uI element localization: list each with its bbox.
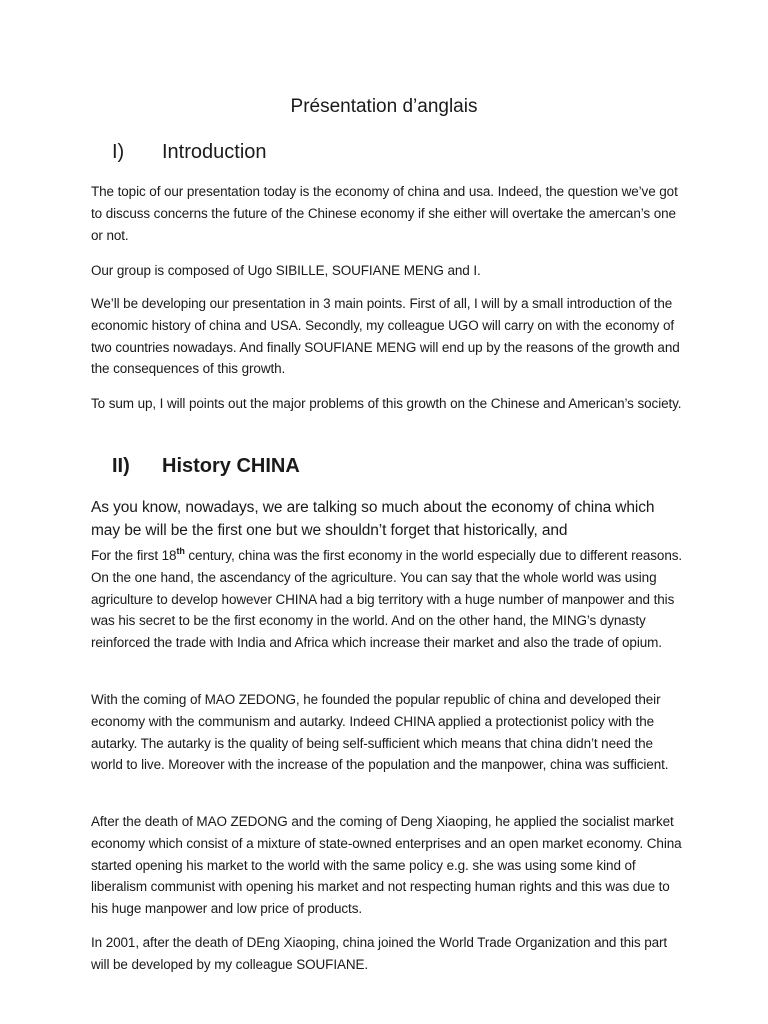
ordinal-suffix: th [176,546,185,556]
section-number: I) [112,141,125,163]
history-paragraph-3: After the death of MAO ZEDONG and the coming of Deng Xiaoping, he applied the socialist market economy which consist of a mixture of state-owned enterprises and an open market economy. China started opening his market to the world with the same policy e.g. she was using some kind of liberalism communist with opening his market and not respecting human rights and this was due to his huge manpower and low price of products. [91,814,682,917]
intro-paragraph-1: The topic of our presentation today is the economy of china and usa. Indeed, the question we’ve got to discuss concerns the future of the Chinese economy if she either will overtake the amercan’s one or not. [91,184,678,243]
intro-paragraph-3: We’ll be developing our presentation in 3 main points. First of all, I will by a small introduction of the economic history of china and USA. Secondly, my colleague UGO will carry on with the economy of two countries nowadays. And finally SOUFIANE MENG will end up by the reasons of the growth and the consequences of this growth. [91,296,680,377]
history-paragraph-1 [91,545,683,654]
section-number: II) [112,455,130,477]
history-paragraph-1-rest: century, china was the first economy in the world especially due to different reasons. On the one hand, the ascendancy of the agriculture. You can say that the whole world was using agriculture to develop however CHINA had a big territory with a huge number of manpower and this was his secret to be the first economy in the world. And on the other hand, the MING’s dynasty reinforced the trade with India and Africa which increase their market and also the trade of opium. [91,548,683,651]
section-title: Introduction [162,141,267,163]
section-heading-history-china [112,452,300,480]
history-lead-paragraph: As you know, nowadays, we are talking so much about the economy of china which may be will be the first one but we shouldn’t forget that historically, and [91,499,655,539]
history-paragraph-1-start: For the first 18 [91,548,177,563]
history-paragraph-4: In 2001, after the death of DEng Xiaoping, china joined the World Trade Organization and this part will be developed by my colleague SOUFIANE. [91,935,668,972]
section-heading-introduction [112,138,267,166]
history-paragraph-2: With the coming of MAO ZEDONG, he founded the popular republic of china and developed their economy with the communism and autarky. Indeed CHINA applied a protectionist policy with the autarky. The autarky is the quality of being self-sufficient which means that china didn’t need the world to live. Moreover with the increase of the population and the manpower, china was sufficient. [91,692,669,773]
section-title: History CHINA [162,455,300,477]
document-title: Présentation d’anglais [290,96,478,117]
intro-paragraph-4: To sum up, I will points out the major problems of this growth on the Chinese and American’s society. [91,396,682,411]
intro-paragraph-2: Our group is composed of Ugo SIBILLE, SOUFIANE MENG and I. [91,263,481,278]
